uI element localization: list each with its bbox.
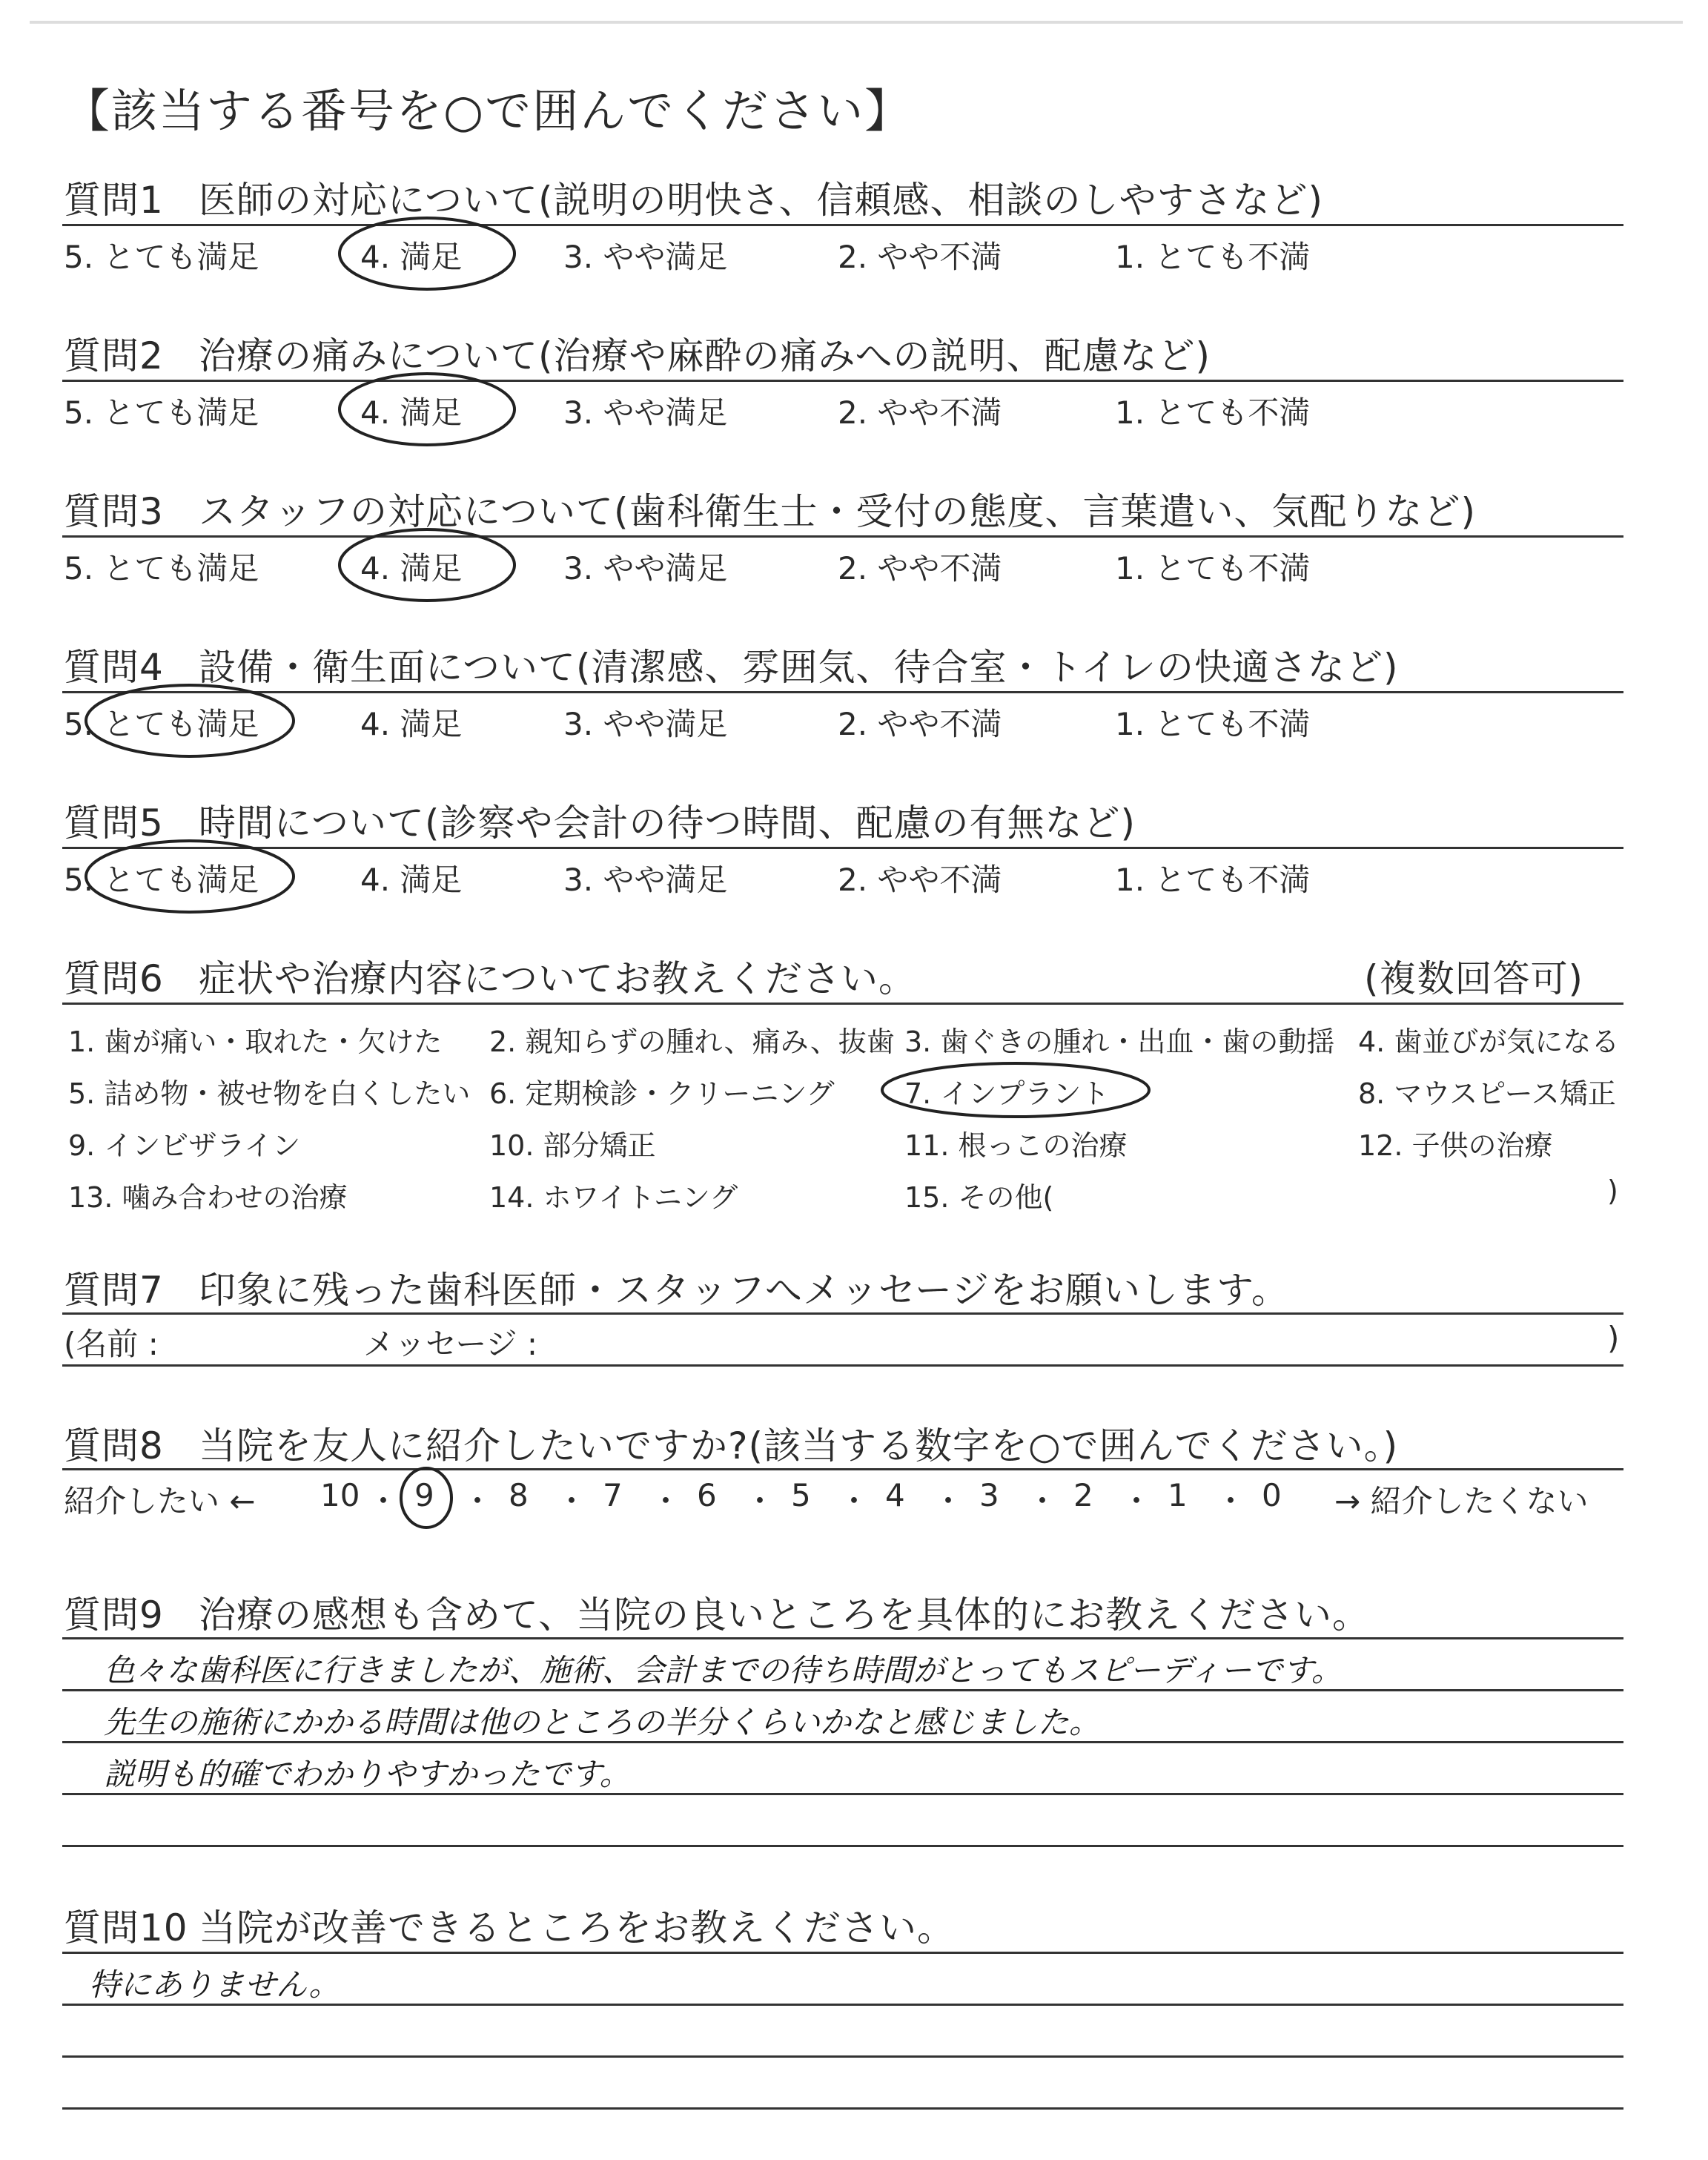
q6-label: 質問6 [64, 957, 164, 1000]
q8-separator: ・ [1027, 1483, 1059, 1519]
q6-item-13[interactable]: 13. 噛み合わせの治療 [68, 1181, 348, 1214]
q9-answer-line-1: 色々な歯科医に行きましたが、施術、会計までの待ち時間がとってもスピーディーです。 [104, 1652, 1343, 1688]
q8-score-0[interactable]: 0 [1262, 1477, 1282, 1513]
q8-score-2[interactable]: 2 [1073, 1477, 1093, 1513]
q8-separator: ・ [556, 1483, 588, 1519]
q8-text: 当院を友人に紹介したいですか?(該当する数字を○で囲んでください。) [199, 1424, 1399, 1467]
q5-option-2[interactable]: 2. やや不満 [838, 862, 1002, 898]
q1-option-3[interactable]: 3. やや満足 [563, 239, 728, 275]
q2-option-5[interactable]: 5. とても満足 [64, 394, 259, 431]
q6-item-9[interactable]: 9. インビザライン [68, 1129, 301, 1162]
q8-score-6[interactable]: 6 [697, 1477, 717, 1513]
q5-label: 質問5 [64, 802, 164, 845]
q4-option-5[interactable]: 5. とても満足 [64, 706, 259, 742]
q10-text: 当院が改善できるところをお教えください。 [199, 1906, 955, 1949]
q4-option-4[interactable]: 4. 満足 [360, 706, 463, 742]
q8-score-4[interactable]: 4 [885, 1477, 905, 1513]
q4-option-2[interactable]: 2. やや不満 [838, 706, 1002, 742]
q3-option-4[interactable]: 4. 満足 [360, 550, 463, 587]
q6-item-12[interactable]: 12. 子供の治療 [1358, 1129, 1553, 1162]
q5-option-5[interactable]: 5. とても満足 [64, 862, 259, 898]
q7-label: 質問7 [64, 1269, 164, 1312]
q3-circle-mark [340, 529, 514, 601]
q8-score-5[interactable]: 5 [791, 1477, 811, 1513]
q2-circle-mark [340, 374, 514, 445]
q8-score-7[interactable]: 7 [603, 1477, 623, 1513]
q9-answer-line-3: 説明も的確でわかりやすかったです。 [104, 1756, 631, 1792]
q8-separator: ・ [933, 1483, 964, 1519]
q3-option-3[interactable]: 3. やや満足 [563, 550, 728, 587]
q2-text: 治療の痛みについて(治療や麻酔の痛みへの説明、配慮など) [199, 334, 1211, 377]
q6-text: 症状や治療内容についてお教えください。 [199, 957, 916, 1000]
q8-left-label: 紹介したい ← [64, 1483, 256, 1519]
q9-label: 質問9 [64, 1593, 164, 1636]
q6-item-4[interactable]: 4. 歯並びが気になる [1358, 1025, 1620, 1058]
q6-item-8[interactable]: 8. マウスピース矯正 [1358, 1077, 1616, 1110]
q8-score-1[interactable]: 1 [1168, 1477, 1188, 1513]
q2-option-4[interactable]: 4. 満足 [360, 394, 463, 431]
q8-separator: ・ [744, 1483, 776, 1519]
q6-item-2[interactable]: 2. 親知らずの腫れ、痛み、抜歯 [489, 1025, 895, 1058]
q3-label: 質問3 [64, 490, 164, 533]
q9-answer-line-2: 先生の施術にかかる時間は他のところの半分くらいかなと感じました。 [104, 1704, 1101, 1740]
q6-item-7[interactable]: 7. インプラント [904, 1077, 1110, 1110]
q6-note: (複数回答可) [1364, 957, 1584, 1000]
q1-text: 医師の対応について(説明の明快さ、信頼感、相談のしやすさなど) [199, 179, 1324, 222]
q7-message-label: メッセージ : [363, 1326, 537, 1362]
q5-option-4[interactable]: 4. 満足 [360, 862, 463, 898]
q6-item-3[interactable]: 3. 歯ぐきの腫れ・出血・歯の動揺 [904, 1025, 1335, 1058]
q8-separator: ・ [838, 1483, 870, 1519]
q3-option-1[interactable]: 1. とても不満 [1115, 550, 1311, 587]
q2-option-1[interactable]: 1. とても不満 [1115, 394, 1311, 431]
q4-circle-mark [86, 685, 294, 756]
q8-separator: ・ [1215, 1483, 1247, 1519]
q1-option-1[interactable]: 1. とても不満 [1115, 239, 1311, 275]
q5-option-1[interactable]: 1. とても不満 [1115, 862, 1311, 898]
q2-option-2[interactable]: 2. やや不満 [838, 394, 1002, 431]
q3-text: スタッフの対応について(歯科衛生士・受付の態度、言葉遣い、気配りなど) [199, 490, 1477, 533]
q1-option-2[interactable]: 2. やや不満 [838, 239, 1002, 275]
q6-item-1[interactable]: 1. 歯が痛い・取れた・欠けた [68, 1025, 443, 1058]
q3-option-2[interactable]: 2. やや不満 [838, 550, 1002, 587]
q6-item-5[interactable]: 5. 詰め物・被せ物を白くしたい [68, 1077, 471, 1110]
q8-circle-mark [401, 1468, 451, 1527]
q6-item-6[interactable]: 6. 定期検診・クリーニング [489, 1077, 835, 1110]
q6-circle-mark [882, 1063, 1149, 1117]
q8-separator: ・ [462, 1483, 494, 1519]
q8-separator: ・ [368, 1483, 400, 1519]
q4-option-3[interactable]: 3. やや満足 [563, 706, 728, 742]
q2-option-3[interactable]: 3. やや満足 [563, 394, 728, 431]
q10-label: 質問10 [64, 1906, 188, 1949]
q7-close-paren: ) [1607, 1320, 1620, 1356]
q8-separator: ・ [1121, 1483, 1153, 1519]
q6-item-15[interactable]: 15. その他( [904, 1181, 1054, 1214]
q8-score-3[interactable]: 3 [979, 1477, 999, 1513]
q8-separator: ・ [650, 1483, 682, 1519]
q8-label: 質問8 [64, 1424, 164, 1467]
q1-label: 質問1 [64, 179, 164, 222]
q4-option-1[interactable]: 1. とても不満 [1115, 706, 1311, 742]
q5-text: 時間について(診察や会計の待つ時間、配慮の有無など) [199, 802, 1136, 845]
q4-text: 設備・衛生面について(清潔感、雰囲気、待合室・トイレの快適さなど) [199, 646, 1399, 689]
q8-score-8[interactable]: 8 [509, 1477, 529, 1513]
page-title: 【該当する番号を○で囲んでください】 [64, 84, 913, 138]
q6-item-10[interactable]: 10. 部分矯正 [489, 1129, 656, 1162]
q8-score-9[interactable]: 9 [414, 1477, 434, 1513]
q8-right-label: → 紹介したくない [1334, 1483, 1589, 1519]
q6-other-close: ) [1607, 1175, 1618, 1207]
q8-score-10[interactable]: 10 [320, 1477, 360, 1513]
q9-text: 治療の感想も含めて、当院の良いところを具体的にお教えください。 [199, 1593, 1370, 1636]
q5-option-3[interactable]: 3. やや満足 [563, 862, 728, 898]
q10-answer-line-1: 特にありません。 [89, 1966, 340, 2003]
q2-label: 質問2 [64, 334, 164, 377]
q6-item-14[interactable]: 14. ホワイトニング [489, 1181, 738, 1214]
q5-circle-mark [86, 841, 294, 912]
q1-option-5[interactable]: 5. とても満足 [64, 239, 259, 275]
q3-option-5[interactable]: 5. とても満足 [64, 550, 259, 587]
q7-name-label: (名前 : [64, 1326, 159, 1362]
q1-option-4[interactable]: 4. 満足 [360, 239, 463, 275]
q6-item-11[interactable]: 11. 根っこの治療 [904, 1129, 1128, 1162]
q7-text: 印象に残った歯科医師・スタッフへメッセージをお願いします。 [199, 1269, 1289, 1312]
q1-circle-mark [340, 218, 514, 289]
q4-label: 質問4 [64, 646, 164, 689]
